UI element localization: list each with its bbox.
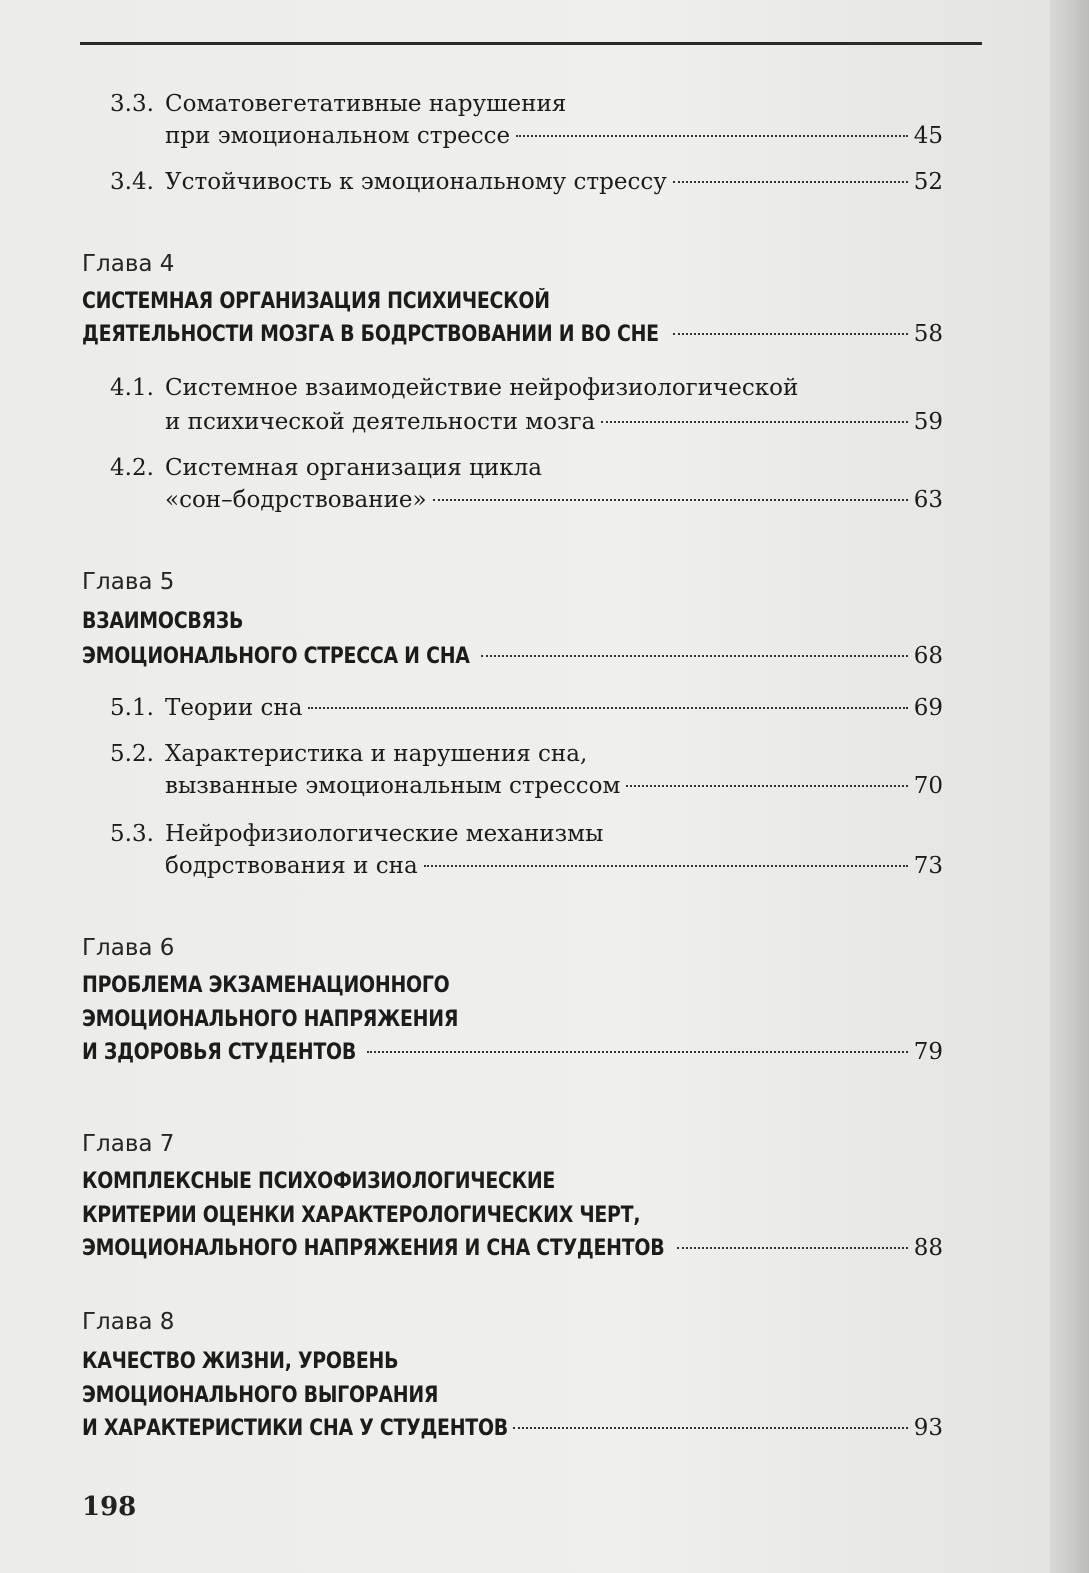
- chapter-label: Глава 5: [82, 569, 175, 595]
- chapter-title-line: ВЗАИМОСВЯЗЬ: [82, 609, 244, 634]
- toc-chapter-8[interactable]: [82, 1412, 943, 1445]
- section-title-line: Устойчивость к эмоциональному стрессу: [165, 169, 667, 195]
- dot-leader: [677, 1247, 908, 1249]
- section-number: 5.2.: [110, 741, 154, 767]
- toc-entry-5-2[interactable]: [165, 770, 943, 802]
- chapter-label: Глава 7: [82, 1131, 175, 1157]
- section-title-line: Теории сна: [165, 695, 303, 721]
- toc-chapter-6[interactable]: [82, 1036, 943, 1069]
- chapter-label: Глава 8: [82, 1309, 175, 1335]
- chapter-title-line: И ХАРАКТЕРИСТИКИ СНА У СТУДЕНТОВ: [82, 1416, 508, 1441]
- chapter-title-line: КРИТЕРИИ ОЦЕНКИ ХАРАКТЕРОЛОГИЧЕСКИХ ЧЕРТ,: [82, 1203, 641, 1228]
- page-number: 79: [913, 1039, 943, 1065]
- page-number: 58: [913, 321, 943, 347]
- dot-leader: [424, 865, 908, 867]
- book-gutter: [1050, 0, 1089, 1573]
- page-number: 70: [913, 773, 943, 799]
- chapter-title-line: КОМПЛЕКСНЫЕ ПСИХОФИЗИОЛОГИЧЕСКИЕ: [82, 1169, 556, 1194]
- dot-leader: [481, 655, 908, 657]
- section-title-line: Соматовегетативные нарушения: [165, 91, 567, 117]
- section-title-line: «сон–бодрствование»: [165, 487, 427, 513]
- section-title-line: Характеристика и нарушения сна,: [165, 741, 588, 767]
- section-title-line: Системная организация цикла: [165, 455, 542, 481]
- page-number: 69: [913, 695, 943, 721]
- page-number: 73: [913, 853, 943, 879]
- dot-leader: [673, 333, 908, 335]
- page-folio: 198: [82, 1492, 137, 1522]
- dot-leader: [601, 421, 907, 423]
- toc-entry-4-1[interactable]: [165, 406, 943, 438]
- page-number: 93: [913, 1415, 943, 1441]
- dot-leader: [513, 1427, 907, 1429]
- dot-leader: [308, 707, 907, 709]
- section-title-line: при эмоциональном стрессе: [165, 123, 511, 149]
- dot-leader: [516, 135, 908, 137]
- chapter-title-line: ЭМОЦИОНАЛЬНОГО НАПРЯЖЕНИЯ: [82, 1007, 459, 1032]
- toc-entry-5-1[interactable]: [165, 692, 943, 724]
- page-number: 52: [913, 169, 943, 195]
- toc-chapter-5[interactable]: [82, 640, 943, 673]
- section-number: 5.3.: [110, 821, 154, 847]
- section-number: 3.3.: [110, 91, 154, 117]
- dot-leader: [626, 785, 907, 787]
- toc-chapter-4[interactable]: [82, 318, 943, 351]
- dot-leader: [433, 499, 908, 501]
- chapter-title-line: КАЧЕСТВО ЖИЗНИ, УРОВЕНЬ: [82, 1349, 399, 1374]
- chapter-label: Глава 4: [82, 251, 175, 277]
- section-number: 5.1.: [110, 695, 154, 721]
- chapter-title-line: ПРОБЛЕМА ЭКЗАМЕНАЦИОННОГО: [82, 973, 450, 998]
- section-number: 4.1.: [110, 375, 154, 401]
- section-title-line: Нейрофизиологические механизмы: [165, 821, 604, 847]
- toc-entry-3-3[interactable]: [165, 120, 943, 152]
- section-number: 3.4.: [110, 169, 154, 195]
- toc-entry-3-4[interactable]: [165, 166, 943, 198]
- chapter-label: Глава 6: [82, 935, 175, 961]
- chapter-title-line: ЭМОЦИОНАЛЬНОГО НАПРЯЖЕНИЯ И СНА СТУДЕНТОВ: [82, 1236, 665, 1261]
- page-number: 45: [913, 123, 943, 149]
- section-title-line: бодрствования и сна: [165, 853, 418, 879]
- page-number: 59: [913, 409, 943, 435]
- toc-chapter-7[interactable]: [82, 1232, 943, 1265]
- page-number: 68: [913, 643, 943, 669]
- section-title-line: Системное взаимодействие нейрофизиологической: [165, 375, 799, 401]
- chapter-title-line: ЭМОЦИОНАЛЬНОГО СТРЕССА И СНА: [82, 644, 470, 669]
- page-number: 63: [913, 487, 943, 513]
- chapter-title-line: ДЕЯТЕЛЬНОСТИ МОЗГА В БОДРСТВОВАНИИ И ВО СНЕ: [82, 322, 659, 347]
- section-title-line: вызванные эмоциональным стрессом: [165, 773, 621, 799]
- dot-leader: [367, 1051, 908, 1053]
- chapter-title-line: СИСТЕМНАЯ ОРГАНИЗАЦИЯ ПСИХИЧЕСКОЙ: [82, 289, 550, 314]
- section-title-line: и психической деятельности мозга: [165, 409, 596, 435]
- dot-leader: [673, 181, 908, 183]
- section-number: 4.2.: [110, 455, 154, 481]
- chapter-title-line: ЭМОЦИОНАЛЬНОГО ВЫГОРАНИЯ: [82, 1383, 439, 1408]
- header-rule: [80, 42, 982, 45]
- toc-entry-4-2[interactable]: [165, 484, 943, 516]
- chapter-title-line: И ЗДОРОВЬЯ СТУДЕНТОВ: [82, 1040, 356, 1065]
- page-number: 88: [913, 1235, 943, 1261]
- toc-entry-5-3[interactable]: [165, 850, 943, 882]
